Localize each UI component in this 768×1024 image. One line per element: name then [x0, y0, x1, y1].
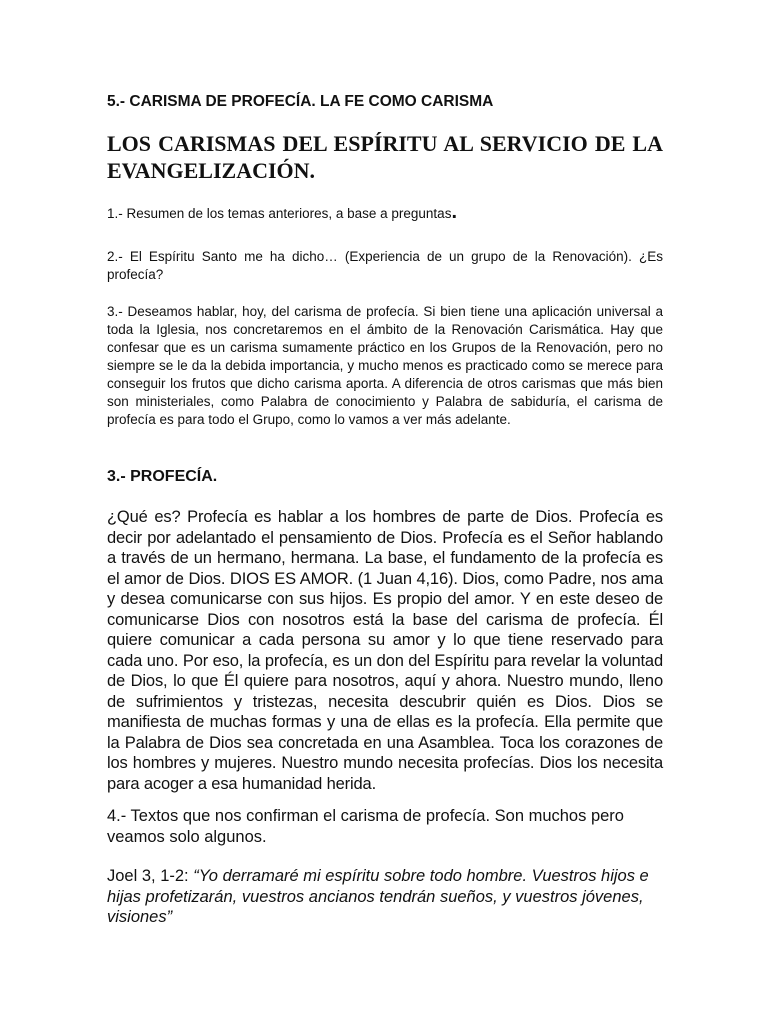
item-2-paragraph: 2.- El Espíritu Santo me ha dicho… (Experiencia de un grupo de la Renovación). ¿Es profecía? — [107, 249, 663, 282]
item-1-period: . — [451, 201, 458, 223]
section-heading: 5.- CARISMA DE PROFECÍA. LA FE COMO CARISMA — [107, 93, 494, 110]
joel-reference: Joel 3, 1-2: — [107, 867, 194, 885]
profecia-heading: 3.- PROFECÍA. — [107, 468, 218, 485]
joel-quote: “Yo derramaré mi espíritu sobre todo hombre. Vuestros hijos e hijas profetizarán, vuestros ancianos tendrán sueños, y vuestros jóvenes, visiones” — [107, 867, 649, 926]
item-1-text: 1.- Resumen de los temas anteriores, a base a preguntas — [107, 206, 452, 221]
main-title: LOS CARISMAS DEL ESPÍRITU AL SERVICIO DE LA EVANGELIZACIÓN. — [107, 131, 663, 183]
item-3-paragraph: 3.- Deseamos hablar, hoy, del carisma de profecía. Si bien tiene una aplicación universal a toda la Iglesia, nos concretaremos en el ámbito de la Renovación Carismática. Hay que confesar que es un carisma sumamente práctico en los Grupos de la Renovación, pero no siempre se le da la debida importancia, y mucho menos es practicado como se merece para conseguir los frutos que dicho carisma aporta. A diferencia de otros carismas que más bien son ministeriales, como Palabra de conocimiento y Palabra de sabiduría, el carisma de profecía es para todo el Grupo, como lo vamos a ver más adelante. — [107, 304, 663, 427]
item-4-paragraph: 4.- Textos que nos confirman el carisma de profecía. Son muchos pero veamos solo algunos. — [107, 807, 624, 846]
item-1-paragraph — [107, 201, 663, 223]
joel-quote-paragraph — [107, 866, 663, 928]
profecia-paragraph: ¿Qué es? Profecía es hablar a los hombres de parte de Dios. Profecía es decir por adelantado el pensamiento de Dios. Profecía es el Señor hablando a través de un hermano, hermana. La base, el fundamento de la profecía es el amor de Dios. DIOS ES AMOR. (1 Juan 4,16). Dios, como Padre, nos ama y desea comunicarse con sus hijos. Es propio del amor. Y en este deseo de comunicarse Dios con nosotros está la base del carisma de profecía. Él quiere comunicar a cada persona su amor y lo que tiene reservado para cada uno. Por eso, la profecía, es un don del Espíritu para revelar la voluntad de Dios, lo que Él quiere para nosotros, aquí y ahora. Nuestro mundo, lleno de sufrimientos y tristezas, necesita descubrir quién es Dios. Dios se manifiesta de muchas formas y una de ellas es la profecía. Ella permite que la Palabra de Dios sea concretada en una Asamblea. Toca los corazones de los hombres y mujeres. Nuestro mundo necesita profecías. Dios los necesita para acoger a esa humanidad herida. — [107, 508, 663, 793]
